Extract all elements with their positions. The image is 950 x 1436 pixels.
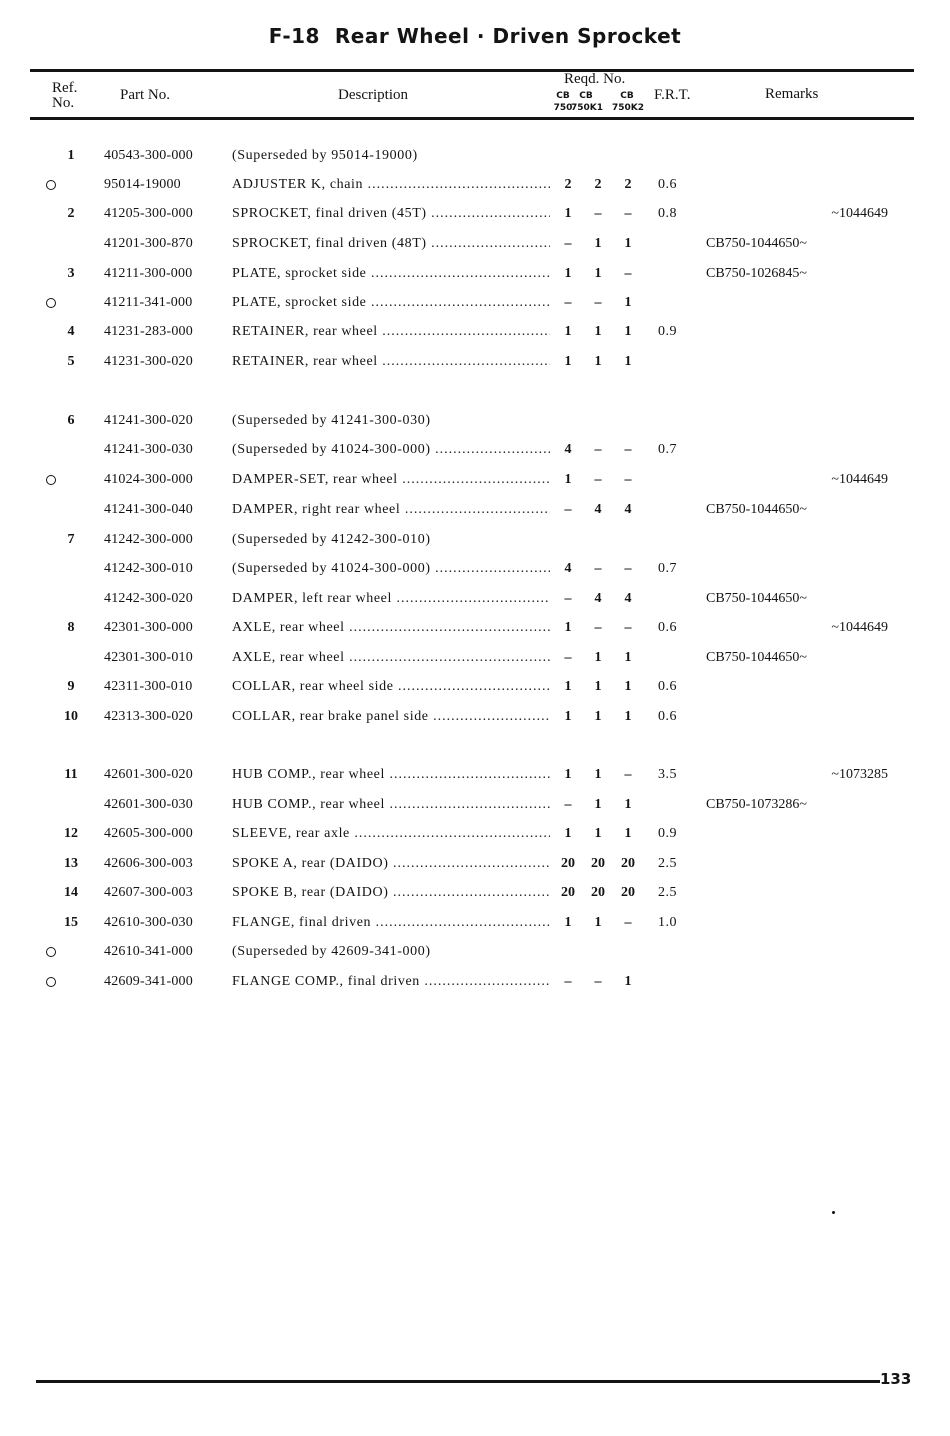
ref-number: 9	[67, 679, 75, 694]
qty-cb750k2: 1	[624, 324, 632, 339]
qty-cb750k1: 20	[591, 885, 605, 900]
qty-cb750: –	[564, 650, 572, 665]
description: RETAINER, rear wheel .....	[232, 324, 550, 340]
print-speck	[832, 1211, 835, 1214]
remark: CB750-1044650~	[706, 236, 807, 251]
table-row	[0, 944, 950, 966]
qty-cb750k2: 1	[624, 709, 632, 724]
page-title: F-18 Rear Wheel · Driven Sprocket	[268, 24, 682, 48]
qty-cb750k1: 1	[594, 826, 602, 841]
qty-cb750k1: –	[594, 974, 602, 989]
remark: CB750-1044650~	[706, 650, 807, 665]
description: RETAINER, rear wheel .....	[232, 354, 550, 370]
qty-cb750: 20	[561, 885, 575, 900]
qty-cb750k2: 1	[624, 295, 632, 310]
description: (Superseded by 95014-19000)	[232, 148, 418, 163]
header-ref-line2: No.	[52, 95, 75, 111]
part-number: 42606-300-003	[104, 856, 193, 871]
frt-value: 0.6	[658, 709, 677, 724]
qty-cb750k1: 1	[594, 797, 602, 812]
ref-number: 8	[67, 620, 75, 635]
part-number: 41201-300-870	[104, 236, 193, 251]
table-row	[0, 620, 950, 642]
remark: ~1044649	[831, 206, 888, 221]
qty-cb750: 1	[564, 826, 572, 841]
qty-cb750k2: 1	[624, 354, 632, 369]
qty-cb750k2: 20	[621, 856, 635, 871]
model-top: CB	[620, 91, 634, 101]
table-row	[0, 236, 950, 258]
description: FLANGE COMP., final driven .....	[232, 974, 550, 990]
part-number: 95014-19000	[104, 177, 181, 192]
qty-cb750: 1	[564, 354, 572, 369]
frt-value: 0.8	[658, 206, 677, 221]
description: (Superseded by 42609-341-000)	[232, 944, 431, 959]
ref-number: 12	[64, 826, 78, 841]
part-number: 41211-341-000	[104, 295, 193, 310]
ref-number: 11	[64, 767, 78, 782]
qty-cb750k1: 1	[594, 915, 602, 930]
part-number: 41241-300-030	[104, 442, 193, 457]
ref-number: 4	[67, 324, 75, 339]
description: (Superseded by 41241-300-030)	[232, 413, 431, 428]
part-number: 41242-300-020	[104, 591, 193, 606]
qty-cb750k1: 4	[594, 502, 602, 517]
frt-value: 0.6	[658, 177, 677, 192]
qty-cb750: 20	[561, 856, 575, 871]
table-row	[0, 266, 950, 288]
frt-value: 0.6	[658, 620, 677, 635]
description: AXLE, rear wheel .....	[232, 650, 550, 666]
table-row	[0, 679, 950, 701]
qty-cb750k2: 1	[624, 974, 632, 989]
frt-value: 0.7	[658, 561, 677, 576]
description: AXLE, rear wheel .....	[232, 620, 550, 636]
table-row	[0, 472, 950, 494]
description: SPOKE B, rear (DAIDO) .....	[232, 885, 550, 901]
qty-cb750k1: 1	[594, 679, 602, 694]
qty-cb750k2: –	[624, 442, 632, 457]
part-number: 42601-300-030	[104, 797, 193, 812]
part-number: 41024-300-000	[104, 472, 193, 487]
table-row	[0, 413, 950, 435]
qty-cb750k2: –	[624, 767, 632, 782]
qty-cb750k2: –	[624, 472, 632, 487]
ref-number: 5	[67, 354, 75, 369]
table-row	[0, 915, 950, 937]
page-number: 133	[880, 1370, 912, 1388]
qty-cb750k1: 20	[591, 856, 605, 871]
qty-cb750k2: 20	[621, 885, 635, 900]
table-row	[0, 148, 950, 170]
header-ref-line1: Ref.	[52, 80, 78, 96]
description: (Superseded by 41242-300-010)	[232, 532, 431, 547]
table-row	[0, 856, 950, 878]
qty-cb750k1: 1	[594, 767, 602, 782]
ref-number: 15	[64, 915, 78, 930]
qty-cb750: –	[564, 295, 572, 310]
ref-number: 2	[67, 206, 75, 221]
part-number: 42610-341-000	[104, 944, 193, 959]
ref-number: 7	[67, 532, 75, 547]
remark: ~1044649	[831, 472, 888, 487]
remark: CB750-1044650~	[706, 502, 807, 517]
part-number: 42601-300-020	[104, 767, 193, 782]
part-number: 41241-300-020	[104, 413, 193, 428]
header-remarks: Remarks	[765, 86, 819, 102]
table-row	[0, 826, 950, 848]
qty-cb750k2: 1	[624, 797, 632, 812]
part-number: 41211-300-000	[104, 266, 193, 281]
qty-cb750: 1	[564, 915, 572, 930]
model-bottom: 750K1	[571, 103, 604, 113]
frt-value: 0.9	[658, 826, 677, 841]
table-row	[0, 767, 950, 789]
frt-value: 0.6	[658, 679, 677, 694]
qty-cb750: 1	[564, 709, 572, 724]
qty-cb750k1: 1	[594, 354, 602, 369]
new-part-circle-icon	[44, 472, 58, 486]
description: DAMPER, left rear wheel .....	[232, 591, 550, 607]
part-number: 42311-300-010	[104, 679, 193, 694]
description: (Superseded by 41024-300-000) .....	[232, 442, 550, 458]
ref-number: 10	[64, 709, 78, 724]
remark: CB750-1044650~	[706, 591, 807, 606]
part-number: 41241-300-040	[104, 502, 193, 517]
frt-value: 3.5	[658, 767, 677, 782]
description: FLANGE, final driven .....	[232, 915, 550, 931]
description: DAMPER-SET, rear wheel .....	[232, 472, 550, 488]
table-row	[0, 591, 950, 613]
table-row	[0, 295, 950, 317]
header-top-rule	[30, 69, 914, 72]
description: SPOKE A, rear (DAIDO) .....	[232, 856, 550, 872]
table-row	[0, 532, 950, 554]
qty-cb750k1: –	[594, 472, 602, 487]
part-number: 41231-283-000	[104, 324, 193, 339]
qty-cb750: 1	[564, 767, 572, 782]
part-number: 42301-300-010	[104, 650, 193, 665]
remark: ~1044649	[831, 620, 888, 635]
model-top: CB	[579, 91, 593, 101]
part-number: 42607-300-003	[104, 885, 193, 900]
qty-cb750: –	[564, 502, 572, 517]
description: PLATE, sprocket side .....	[232, 266, 550, 282]
qty-cb750k1: 1	[594, 709, 602, 724]
table-row	[0, 650, 950, 672]
description: SPROCKET, final driven (48T) .....	[232, 236, 550, 252]
qty-cb750k1: 4	[594, 591, 602, 606]
qty-cb750k2: –	[624, 915, 632, 930]
table-row	[0, 177, 950, 199]
header-frt: F.R.T.	[654, 87, 691, 103]
table-row	[0, 324, 950, 346]
part-number: 42610-300-030	[104, 915, 193, 930]
qty-cb750k2: –	[624, 206, 632, 221]
part-number: 41242-300-010	[104, 561, 193, 576]
remark: ~1073285	[831, 767, 888, 782]
frt-value: 2.5	[658, 856, 677, 871]
description: DAMPER, right rear wheel .....	[232, 502, 550, 518]
part-number: 42313-300-020	[104, 709, 193, 724]
new-part-circle-icon	[44, 177, 58, 191]
description: HUB COMP., rear wheel .....	[232, 767, 550, 783]
remark: CB750-1026845~	[706, 266, 807, 281]
qty-cb750: 2	[564, 177, 572, 192]
qty-cb750: 1	[564, 266, 572, 281]
ref-number: 13	[64, 856, 78, 871]
part-number: 42301-300-000	[104, 620, 193, 635]
ref-number: 14	[64, 885, 78, 900]
qty-cb750: –	[564, 236, 572, 251]
qty-cb750k1: –	[594, 620, 602, 635]
qty-cb750k2: –	[624, 561, 632, 576]
header-reqd-no: Reqd. No.	[564, 71, 626, 87]
part-number: 40543-300-000	[104, 148, 193, 163]
qty-cb750k2: 2	[624, 177, 632, 192]
description: SPROCKET, final driven (45T) .....	[232, 206, 550, 222]
description: HUB COMP., rear wheel .....	[232, 797, 550, 813]
new-part-circle-icon	[44, 974, 58, 988]
qty-cb750k2: 4	[624, 591, 632, 606]
table-row	[0, 709, 950, 731]
table-row	[0, 974, 950, 996]
table-row	[0, 442, 950, 464]
part-number: 42609-341-000	[104, 974, 193, 989]
table-row	[0, 206, 950, 228]
header-bottom-rule	[30, 117, 914, 120]
frt-value: 2.5	[658, 885, 677, 900]
qty-cb750k1: 2	[594, 177, 602, 192]
qty-cb750k2: 1	[624, 679, 632, 694]
qty-cb750k1: 1	[594, 650, 602, 665]
frt-value: 1.0	[658, 915, 677, 930]
qty-cb750: 1	[564, 679, 572, 694]
qty-cb750k2: 1	[624, 650, 632, 665]
model-bottom: 750	[553, 103, 573, 113]
description: SLEEVE, rear axle .....	[232, 826, 550, 842]
qty-cb750: –	[564, 591, 572, 606]
part-number: 42605-300-000	[104, 826, 193, 841]
qty-cb750k1: –	[594, 206, 602, 221]
ref-number: 1	[67, 148, 75, 163]
part-number: 41205-300-000	[104, 206, 193, 221]
ref-number: 3	[67, 266, 75, 281]
description: ADJUSTER K, chain .....	[232, 177, 550, 193]
model-top: CB	[556, 91, 570, 101]
table-row	[0, 885, 950, 907]
qty-cb750k2: –	[624, 620, 632, 635]
table-row	[0, 502, 950, 524]
qty-cb750k2: 4	[624, 502, 632, 517]
footer-rule	[36, 1380, 880, 1383]
qty-cb750k1: 1	[594, 324, 602, 339]
qty-cb750: 1	[564, 620, 572, 635]
description: PLATE, sprocket side .....	[232, 295, 550, 311]
frt-value: 0.7	[658, 442, 677, 457]
table-row	[0, 354, 950, 376]
ref-number: 6	[67, 413, 75, 428]
qty-cb750: 4	[564, 561, 572, 576]
header-model-cb750k1	[571, 90, 604, 114]
qty-cb750k1: 1	[594, 236, 602, 251]
qty-cb750: –	[564, 797, 572, 812]
description: COLLAR, rear wheel side .....	[232, 679, 550, 695]
qty-cb750k2: 1	[624, 236, 632, 251]
part-number: 41242-300-000	[104, 532, 193, 547]
qty-cb750k1: –	[594, 295, 602, 310]
description: (Superseded by 41024-300-000) .....	[232, 561, 550, 577]
qty-cb750: 1	[564, 324, 572, 339]
qty-cb750: –	[564, 974, 572, 989]
qty-cb750k2: –	[624, 266, 632, 281]
qty-cb750: 1	[564, 206, 572, 221]
header-description: Description	[338, 87, 408, 103]
qty-cb750k1: –	[594, 561, 602, 576]
qty-cb750k1: 1	[594, 266, 602, 281]
header-model-cb750k2	[612, 90, 645, 114]
model-bottom: 750K2	[612, 103, 645, 113]
new-part-circle-icon	[44, 295, 58, 309]
qty-cb750k1: –	[594, 442, 602, 457]
qty-cb750: 4	[564, 442, 572, 457]
qty-cb750k2: 1	[624, 826, 632, 841]
table-row	[0, 561, 950, 583]
frt-value: 0.9	[658, 324, 677, 339]
description: COLLAR, rear brake panel side .....	[232, 709, 550, 725]
table-row	[0, 797, 950, 819]
qty-cb750: 1	[564, 472, 572, 487]
new-part-circle-icon	[44, 944, 58, 958]
part-number: 41231-300-020	[104, 354, 193, 369]
header-part-no: Part No.	[120, 87, 170, 103]
remark: CB750-1073286~	[706, 797, 807, 812]
